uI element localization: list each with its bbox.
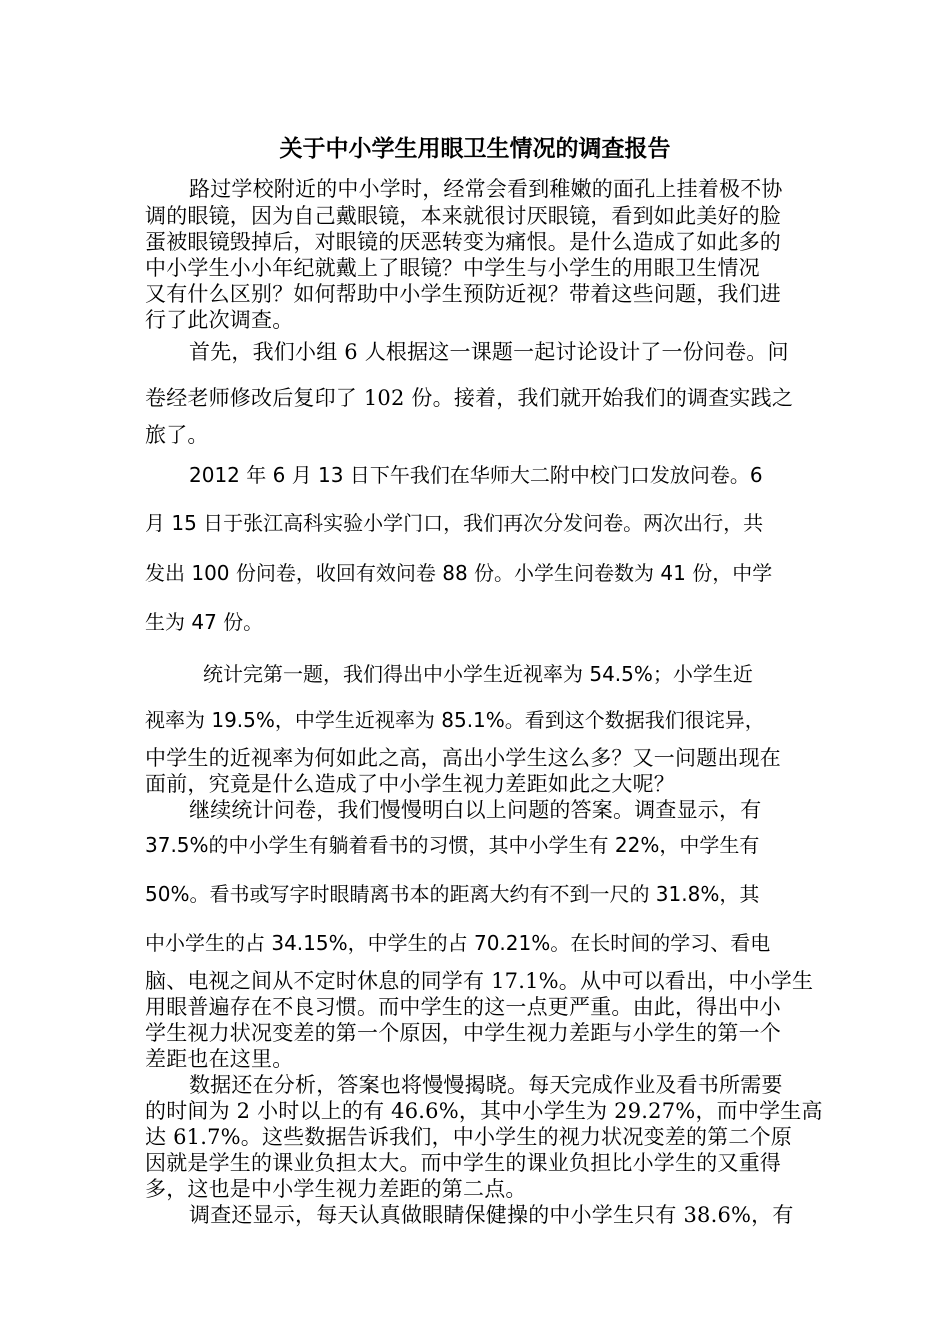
paragraph-line: 首先，我们小组 6 人根据这一课题一起讨论设计了一份问卷。问 (189, 340, 789, 364)
paragraph-line: 脑、电视之间从不定时休息的同学有 17.1%。从中可以看出，中小学生 (145, 969, 814, 993)
paragraph-line: 旅了。 (145, 423, 209, 447)
paragraph-line: 统计完第一题，我们得出中小学生近视率为 54.5%；小学生近 (203, 662, 753, 686)
paragraph-line: 月 15 日于张江高科实验小学门口，我们再次分发问卷。两次出行，共 (145, 511, 764, 535)
paragraph-line: 继续统计问卷，我们慢慢明白以上问题的答案。调查显示，有 (189, 798, 762, 822)
paragraph-line: 卷经老师修改后复印了 102 份。接着，我们就开始我们的调查实践之 (145, 386, 794, 410)
paragraph-line: 37.5%的中小学生有躺着看书的习惯，其中小学生有 22%，中学生有 (145, 833, 760, 857)
paragraph-line: 中学生的近视率为何如此之高，高出小学生这么多？又一问题出现在 (145, 746, 781, 770)
paragraph-line: 路过学校附近的中小学时，经常会看到稚嫩的面孔上挂着极不协 (189, 177, 783, 201)
paragraph-line: 又有什么区别？如何帮助中小学生预防近视？带着这些问题，我们进 (145, 282, 781, 306)
paragraph-line: 的时间为 2 小时以上的有 46.6%，其中小学生为 29.27%，而中学生高 (145, 1099, 823, 1123)
paragraph-line: 学生视力状况变差的第一个原因，中学生视力差距与小学生的第一个 (145, 1021, 781, 1045)
paragraph-line: 达 61.7%。这些数据告诉我们，中小学生的视力状况变差的第二个原 (145, 1125, 792, 1149)
paragraph-line: 2012 年 6 月 13 日下午我们在华师大二附中校门口发放问卷。6 (189, 463, 763, 487)
paragraph-line: 行了此次调查。 (145, 308, 294, 332)
paragraph-line: 生为 47 份。 (145, 610, 264, 634)
paragraph-line: 蛋被眼镜毁掉后，对眼镜的厌恶转变为痛恨。是什么造成了如此多的 (145, 230, 781, 254)
paragraph-line: 50%。看书或写字时眼睛离书本的距离大约有不到一尺的 31.8%，其 (145, 882, 760, 906)
paragraph-line: 多，这也是中小学生视力差距的第二点。 (145, 1177, 527, 1201)
report-title: 关于中小学生用眼卫生情况的调查报告 (279, 136, 671, 162)
paragraph-line: 调的眼镜，因为自己戴眼镜，本来就很讨厌眼镜，看到如此美好的脸 (145, 204, 781, 228)
paragraph-line: 中小学生小小年纪就戴上了眼镜？中学生与小学生的用眼卫生情况 (145, 256, 760, 280)
paragraph-line: 数据还在分析，答案也将慢慢揭晓。每天完成作业及看书所需要 (189, 1073, 783, 1097)
paragraph-line: 视率为 19.5%，中学生近视率为 85.1%。看到这个数据我们很诧异， (145, 708, 765, 732)
paragraph-line: 差距也在这里。 (145, 1047, 294, 1071)
paragraph-line: 用眼普遍存在不良习惯。而中学生的这一点更严重。由此，得出中小 (145, 995, 781, 1019)
paragraph-line: 因就是学生的课业负担太大。而中学生的课业负担比小学生的又重得 (145, 1151, 781, 1175)
paragraph-line: 调查还显示，每天认真做眼睛保健操的中小学生只有 38.6%，有 (189, 1203, 794, 1227)
paragraph-line: 中小学生的占 34.15%，中学生的占 70.21%。在长时间的学习、看电 (145, 931, 771, 955)
paragraph-line: 发出 100 份问卷，收回有效问卷 88 份。小学生问卷数为 41 份，中学 (145, 561, 773, 585)
paragraph-line: 面前，究竟是什么造成了中小学生视力差距如此之大呢？ (145, 772, 675, 796)
